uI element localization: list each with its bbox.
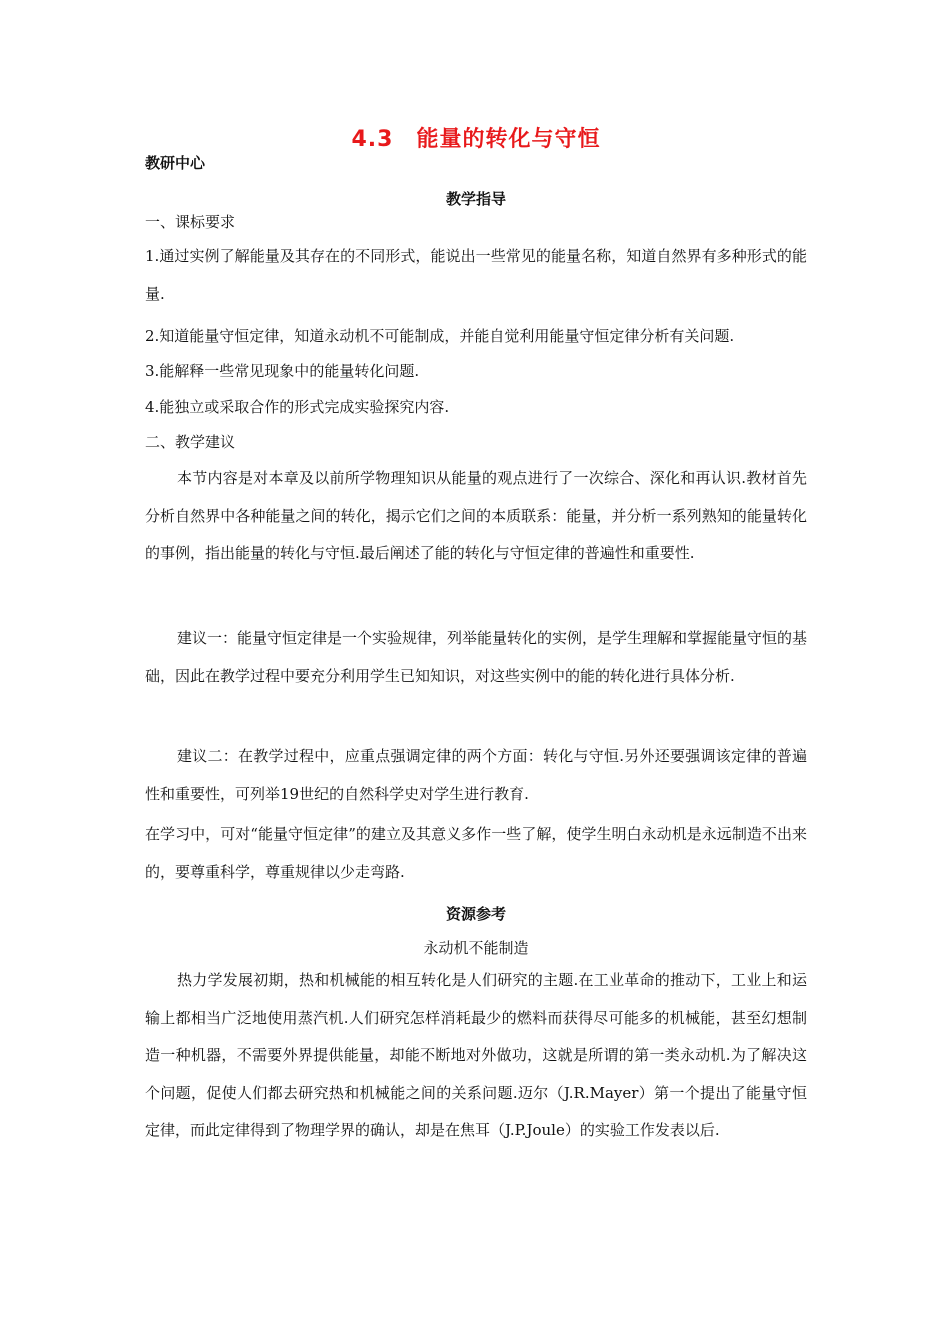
requirement-item-4: 4.能独立或采取合作的形式完成实验探究内容.	[145, 398, 450, 416]
section-heading-resources: 资源参考	[445, 905, 506, 923]
page-title: 4.3 能量的转化与守恒	[351, 127, 601, 152]
suggestion-paragraph-3: 在学习中，可对“能量守恒定律”的建立及其意义多作一些了解，使学生明白永动机是永远制造不出来的，要尊重科学，尊重规律以少走弯路.	[145, 825, 807, 881]
suggestion-paragraph-2: 建议二：在教学过程中，应重点强调定律的两个方面：转化与守恒.另外还要强调该定律的普遍性和重要性，可列举19世纪的自然科学史对学生进行教育.	[145, 747, 807, 803]
section-heading-teaching-guide: 教学指导	[445, 190, 506, 208]
teaching-suggestions-heading: 二、教学建议	[145, 433, 236, 451]
suggestion-paragraph-1: 建议一：能量守恒定律是一个实验规律，列举能量转化的实例，是学生理解和掌握能量守恒的基础，因此在教学过程中要充分利用学生已知知识，对这些实例中的能的转化进行具体分析.	[145, 629, 808, 685]
resource-subtitle: 永动机不能制造	[423, 939, 529, 957]
curriculum-requirements-heading: 一、课标要求	[145, 213, 236, 231]
department-label: 教研中心	[145, 154, 206, 172]
resource-paragraph: 热力学发展初期，热和机械能的相互转化是人们研究的主题.在工业革命的推动下，工业上和运输上都相当广泛地使用蒸汽机.人们研究怎样消耗最少的燃料而获得尽可能多的机械能，甚至幻想制造一种机器，不需要外界提供能量，却能不断地对外做功，这就是所谓的第一类永动机.为了解决这个问题，促使人们都去研究热和机械能之间的关系问题.迈尔（J.R.Mayer）第一个提出了能量守恒定律，而此定律得到了物理学界的确认，却是在焦耳（J.P.Joule）的实验工作发表以后.	[145, 971, 807, 1139]
requirement-item-2: 2.知道能量守恒定律，知道永动机不可能制成，并能自觉利用能量守恒定律分析有关问题.	[145, 327, 735, 345]
requirement-item-1: 1.通过实例了解能量及其存在的不同形式，能说出一些常见的能量名称，知道自然界有多种形式的能量.	[145, 247, 807, 303]
requirement-item-3: 3.能解释一些常见现象中的能量转化问题.	[145, 362, 420, 380]
suggestion-paragraph-intro: 本节内容是对本章及以前所学物理知识从能量的观点进行了一次综合、深化和再认识.教材首先分析自然界中各种能量之间的转化，揭示它们之间的本质联系：能量，并分析一系列熟知的能量转化的事例，指出能量的转化与守恒.最后阐述了能的转化与守恒定律的普遍性和重要性.	[145, 469, 807, 562]
